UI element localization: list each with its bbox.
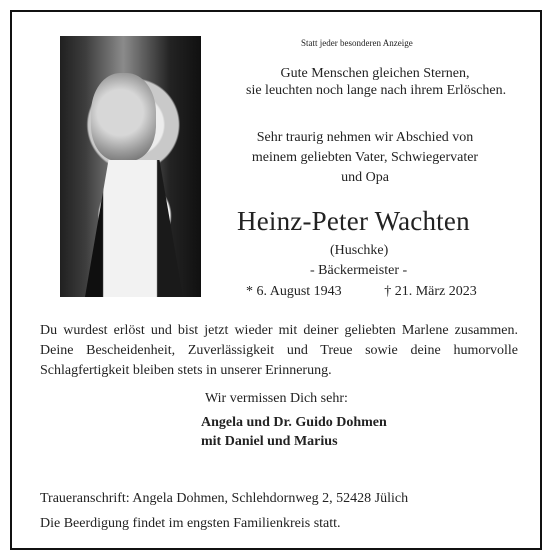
verse	[246, 65, 507, 99]
message-line-2: meinem geliebten Vater, Schwiegervater	[251, 150, 479, 165]
signer-line-1: Angela und Dr. Guido Dohmen	[201, 415, 387, 430]
funeral-note: Die Beerdigung findet im engsten Familienkreis statt.	[40, 516, 341, 531]
portrait-photo-icon	[60, 36, 201, 297]
deceased-alias: (Huschke)	[330, 243, 389, 258]
signers	[201, 413, 387, 451]
verse-line-2: sie leuchten noch lange nach ihrem Erlöschen.	[246, 83, 507, 98]
death-date: † 21. März 2023	[384, 284, 477, 299]
message-line-1: Sehr traurig nehmen wir Abschied von	[256, 130, 474, 145]
message-line-3: und Opa	[341, 170, 389, 185]
memorial-paragraph: Du wurdest erlöst und bist jetzt wieder mit deiner geliebten Marlene zusammen. Deine Bescheidenheit, Zuverlässigkeit und Treue sowie deine humorvolle Schlagfertigkeit bleiben stets in unserer Erinnerung.	[40, 323, 518, 378]
farewell-message	[235, 128, 495, 188]
mourning-address: Traueranschrift: Angela Dohmen, Schlehdornweg 2, 52428 Jülich	[40, 491, 409, 506]
birth-date: * 6. August 1943	[246, 284, 342, 299]
miss-line: Wir vermissen Dich sehr:	[205, 391, 348, 406]
signer-line-2: mit Daniel und Marius	[201, 434, 338, 449]
deceased-occupation: - Bäckermeister -	[310, 263, 408, 278]
deceased-name: Heinz-Peter Wachten	[237, 206, 470, 236]
small-note: Statt jeder besonderen Anzeige	[301, 38, 413, 48]
verse-line-1: Gute Menschen gleichen Sternen,	[280, 66, 470, 81]
life-dates	[246, 284, 477, 300]
